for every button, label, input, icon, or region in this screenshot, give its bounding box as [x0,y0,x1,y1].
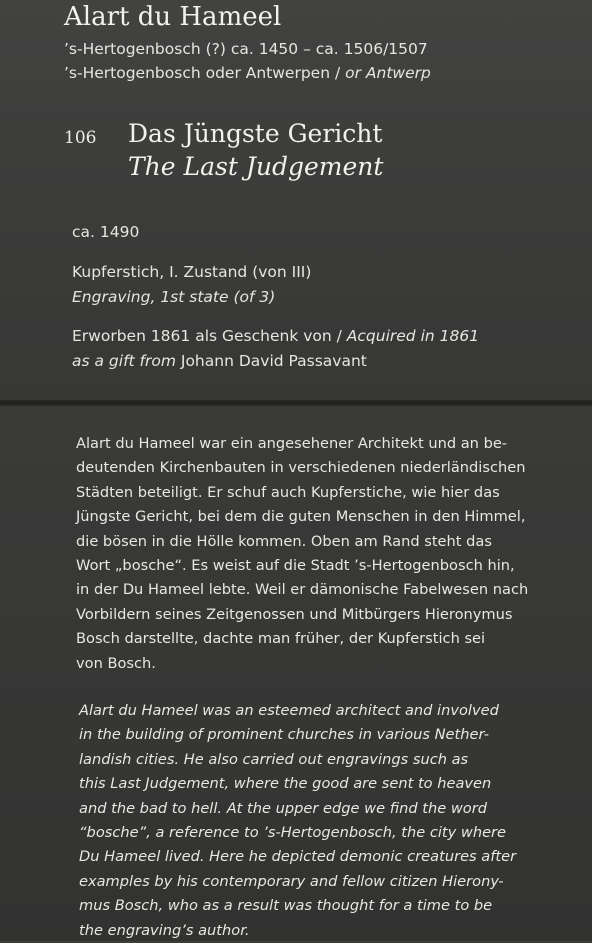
text-line: Du Hameel lived. Here he depicted demonic creatures after [79,848,517,866]
text-line: “bosche”, a reference to ’s-Hertogenbosch, the city where [79,824,507,842]
text-line: the engraving’s author. [79,921,250,939]
technique-german: Kupferstich, I. Zustand (von III) [72,263,312,281]
place-de: ’s-Hertogenbosch oder Antwerpen / [64,64,346,82]
text-line: landish cities. He also carried out engravings such as [79,750,469,768]
text-line: Alart du Hameel war ein angesehener Architekt und an be- [76,435,508,452]
text-line: in der Du Hameel lebte. Weil er dämonische Fabelwesen nach [76,581,529,599]
acquisition-gift-en: as a gift from [72,352,176,370]
text-line: Vorbildern seines Zeitgenossen und Mitbürgers Hieronymus [76,605,513,623]
acquisition-de: Erworben 1861 als Geschenk von / [72,327,347,345]
acquisition-en: Acquired in 1861 [346,327,480,345]
text-line: Jüngste Gericht, bei dem die guten Menschen in den Himmel, [76,508,526,526]
title-german: Das Jüngste Gericht [128,119,383,148]
text-line: mus Bosch, who as a result was thought for a time to be [79,897,493,915]
text-line: this Last Judgement, where the good are sent to heaven [79,775,492,793]
description-german [76,432,530,676]
catalogue-number: 106 [64,128,97,148]
text-line: Städten beteiligt. Er schuf auch Kupferstiche, wie hier das [76,483,500,501]
text-line: deutenden Kirchenbauten in verschiedenen niederländischen [76,459,526,477]
artwork-date: ca. 1490 [72,223,140,241]
artist-name: Alart du Hameel [64,2,282,32]
text-line: in the building of prominent churches in various Nether- [79,726,489,744]
place-of-work [64,64,431,82]
technique-english: Engraving, 1st state (of 3) [72,288,276,306]
acquisition-line-2 [72,352,367,370]
text-line: Alart du Hameel was an esteemed architect and involved [79,702,499,719]
text-line: Bosch darstellte, dachte man früher, der Kupferstich sei [76,630,486,648]
artist-life-dates: ’s-Hertogenbosch (?) ca. 1450 – ca. 1506/1507 [64,40,428,58]
text-line: examples by his contemporary and fellow citizen Hierony- [79,872,504,890]
text-line: die bösen in die Hölle kommen. Oben am Rand steht das [76,532,492,550]
place-en: or Antwerp [345,64,431,82]
text-line: von Bosch. [76,654,156,672]
title-english: The Last Judgement [128,152,384,181]
text-line: and the bad to hell. At the upper edge we find the word [79,799,487,817]
acquisition-line-1 [72,327,479,345]
description-english [79,699,533,943]
text-line: Wort „bosche“. Es weist auf die Stadt ’s-Hertogenbosch hin, [76,557,515,575]
donor-name: Johann David Passavant [175,352,367,370]
